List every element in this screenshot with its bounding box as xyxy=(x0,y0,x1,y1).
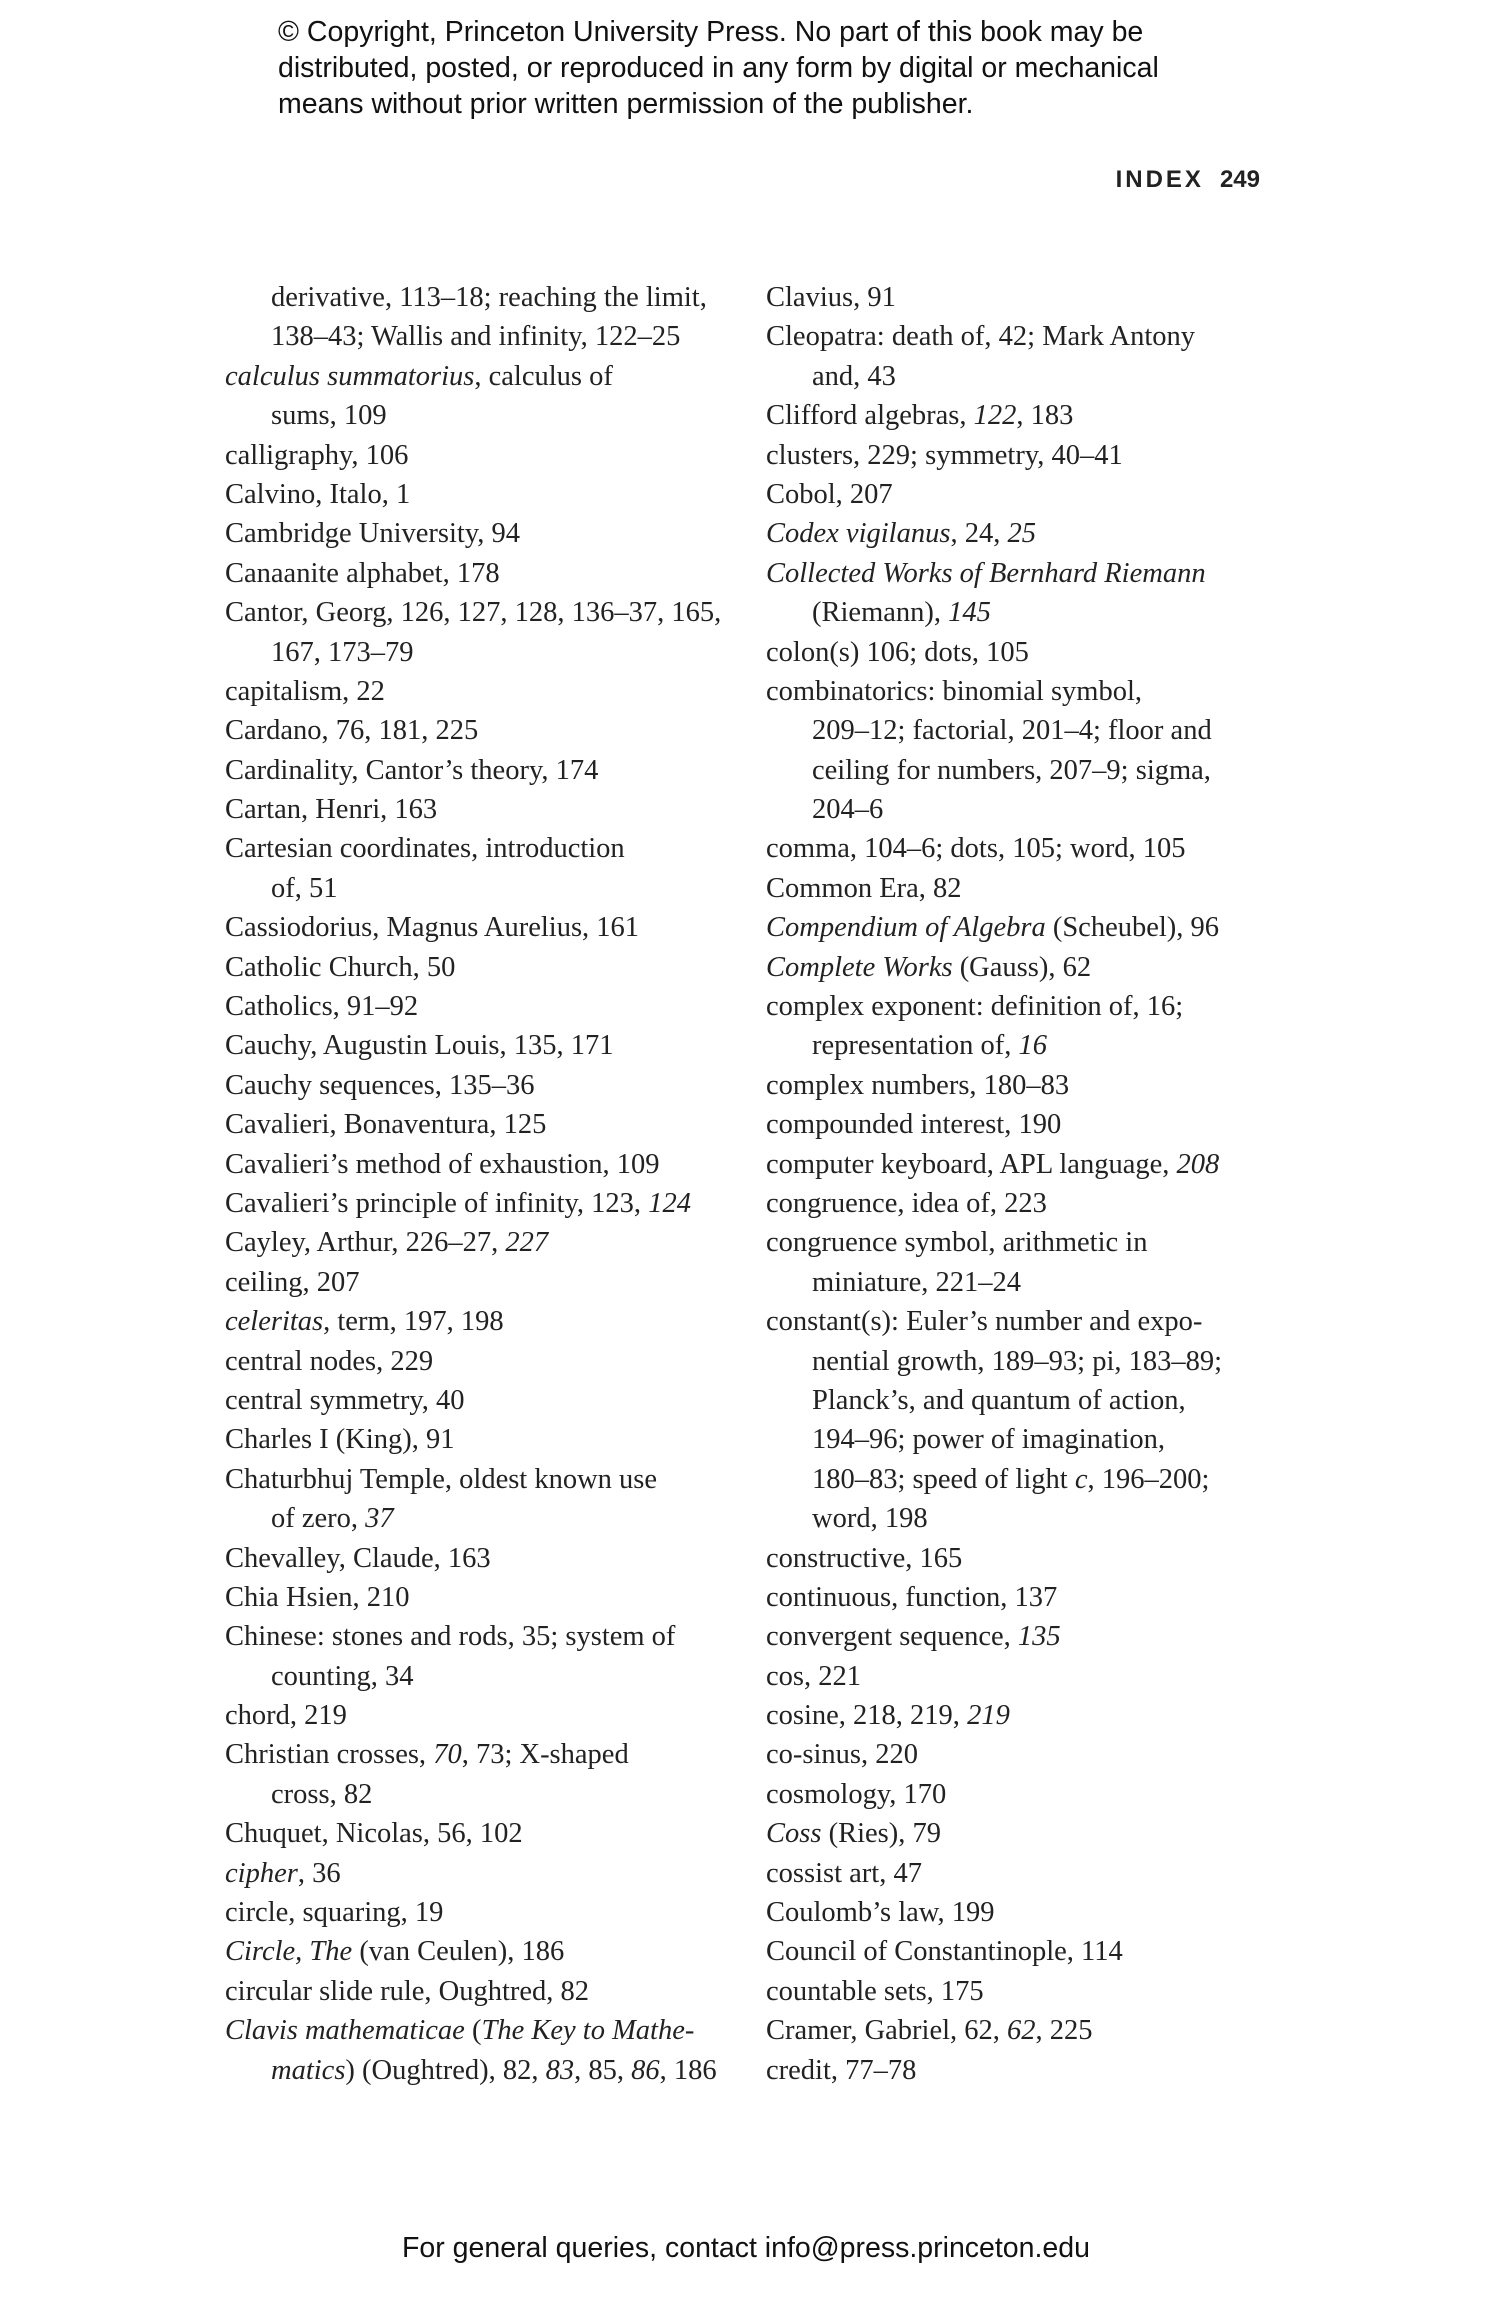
entry-text: Cobol, 207 xyxy=(766,478,893,510)
italic-text: 219 xyxy=(967,1700,1010,1732)
entry-text: word, 198 xyxy=(812,1503,928,1535)
index-entry-line xyxy=(225,1854,721,1893)
index-entry-line xyxy=(225,1145,721,1184)
index-entry-line xyxy=(766,2051,1222,2090)
index-entry-line xyxy=(766,1854,1222,1893)
entry-text: , 183 xyxy=(1016,400,1074,432)
index-entry xyxy=(225,1105,721,1144)
index-entry-line xyxy=(766,1184,1222,1223)
index-entry-line xyxy=(225,1972,721,2011)
index-entry-continuation xyxy=(225,1657,721,1696)
entry-text: 167, 173–79 xyxy=(271,636,414,668)
index-entry xyxy=(766,869,1222,908)
entry-text: Cassiodorius, Magnus Aurelius, 161 xyxy=(225,912,640,944)
italic-text: 145 xyxy=(948,597,991,629)
entry-text: ceiling for numbers, 207–9; sigma, xyxy=(812,754,1211,786)
entry-text: central nodes, 229 xyxy=(225,1345,434,1377)
italic-text: matics xyxy=(271,2054,346,2086)
index-entry xyxy=(766,1223,1222,1302)
entry-text: capitalism, 22 xyxy=(225,675,385,707)
index-entry-line xyxy=(766,1775,1222,1814)
index-entry xyxy=(766,2051,1222,2090)
entry-text: Council of Constantinople, 114 xyxy=(766,1936,1123,1968)
index-entry xyxy=(766,1184,1222,1223)
index-entry-line xyxy=(766,1657,1222,1696)
entry-text: Clifford algebras, xyxy=(766,400,974,432)
entry-text: (Ries), 79 xyxy=(821,1818,941,1850)
index-entry xyxy=(225,278,721,357)
entry-text: Cardinality, Cantor’s theory, 174 xyxy=(225,754,599,786)
index-entry-line xyxy=(766,396,1222,435)
running-head xyxy=(1116,166,1260,194)
index-entry-line xyxy=(225,1696,721,1735)
entry-text: chord, 219 xyxy=(225,1700,347,1732)
entry-text: Cavalieri, Bonaventura, 125 xyxy=(225,1109,547,1141)
entry-text: Cambridge University, 94 xyxy=(225,518,520,550)
entry-text: credit, 77–78 xyxy=(766,2054,917,2086)
entry-text: Cavalieri’s method of exhaustion, 109 xyxy=(225,1148,660,1180)
index-entry-line xyxy=(225,672,721,711)
italic-text: 25 xyxy=(1007,518,1036,550)
entry-text: ) (Oughtred), 82, xyxy=(345,2054,546,2086)
index-entry-line xyxy=(225,357,721,396)
index-entry-line xyxy=(766,987,1222,1026)
index-entry-continuation xyxy=(766,790,1222,829)
index-entry xyxy=(225,1223,721,1262)
index-entry-continuation xyxy=(766,1460,1222,1499)
index-entry-continuation xyxy=(766,1381,1222,1420)
index-entry-continuation xyxy=(766,593,1222,632)
footer xyxy=(0,2232,1500,2265)
index-entry xyxy=(225,1460,721,1539)
entry-text: 180–83; speed of light xyxy=(812,1463,1075,1495)
entry-text: Cauchy sequences, 135–36 xyxy=(225,1069,535,1101)
entry-text: , 73; X-shaped xyxy=(461,1739,629,1771)
index-entry xyxy=(225,1539,721,1578)
index-entry xyxy=(225,2011,721,2090)
italic-text: 83 xyxy=(545,2054,575,2086)
index-entry-line xyxy=(225,1578,721,1617)
entry-text: constructive, 165 xyxy=(766,1542,963,1574)
index-entry-line xyxy=(225,1735,721,1774)
index-entry xyxy=(766,1302,1222,1538)
index-entry-line xyxy=(225,829,721,868)
index-entry xyxy=(766,948,1222,987)
entry-text: Chuquet, Nicolas, 56, 102 xyxy=(225,1818,523,1850)
index-entry-continuation xyxy=(225,869,721,908)
entry-text: Cantor, Georg, 126, 127, 128, 136–37, 165, xyxy=(225,597,722,629)
index-entry-line xyxy=(225,1932,721,1971)
index-entry-line xyxy=(766,1893,1222,1932)
italic-text: 135 xyxy=(1017,1621,1061,1653)
index-entry-line xyxy=(225,987,721,1026)
index-entry-line xyxy=(766,1932,1222,1971)
index-entry-line xyxy=(766,1105,1222,1144)
index-entry xyxy=(225,711,721,750)
copyright-line: distributed, posted, or reproduced in any form by digital or mechanical xyxy=(278,52,1159,84)
italic-text: 124 xyxy=(648,1187,691,1219)
index-entry-continuation xyxy=(766,1026,1222,1065)
index-entry-line xyxy=(225,1460,721,1499)
index-entry xyxy=(766,672,1222,830)
entry-text: Cleopatra: death of, 42; Mark Antony xyxy=(766,321,1195,353)
entry-text: Chevalley, Claude, 163 xyxy=(225,1542,491,1574)
index-entry xyxy=(766,514,1222,553)
italic-text: 62 xyxy=(1007,2015,1036,2047)
italic-text: 37 xyxy=(365,1503,394,1535)
index-entry xyxy=(766,1932,1222,1971)
entry-text: computer keyboard, APL language, xyxy=(766,1148,1177,1180)
entry-text: (Scheubel), 96 xyxy=(1045,912,1220,944)
index-entry xyxy=(766,1145,1222,1184)
index-entry-line xyxy=(225,1066,721,1105)
index-entry-line xyxy=(766,1814,1222,1853)
entry-text: Catholics, 91–92 xyxy=(225,991,419,1023)
index-entry-line xyxy=(225,1026,721,1065)
index-entry xyxy=(225,1263,721,1302)
index-entry-continuation xyxy=(766,751,1222,790)
index-entry xyxy=(225,1066,721,1105)
entry-text: Cartan, Henri, 163 xyxy=(225,794,438,826)
entry-text: 204–6 xyxy=(812,794,884,826)
copyright-notice xyxy=(278,14,1159,122)
index-entry-line xyxy=(225,514,721,553)
entry-text: convergent sequence, xyxy=(766,1621,1018,1653)
italic-text: 227 xyxy=(505,1227,549,1259)
index-entry xyxy=(766,475,1222,514)
entry-text: (van Ceulen), 186 xyxy=(352,1936,565,1968)
entry-text: circle, squaring, 19 xyxy=(225,1897,444,1929)
index-entry-line xyxy=(766,514,1222,553)
entry-text: Chinese: stones and rods, 35; system of xyxy=(225,1621,676,1653)
index-entry-line xyxy=(766,672,1222,711)
index-entry xyxy=(225,554,721,593)
index-entry-line xyxy=(225,1893,721,1932)
index-entry-line xyxy=(766,908,1222,947)
index-entry-line xyxy=(225,1302,721,1341)
index-entry xyxy=(766,278,1222,317)
entry-text: (Gauss), 62 xyxy=(952,951,1092,983)
index-entry xyxy=(766,1657,1222,1696)
index-entry-line xyxy=(225,1105,721,1144)
index-entry-line xyxy=(766,2011,1222,2050)
footer-contact: For general queries, contact info@press.princeton.edu xyxy=(402,2232,1090,2264)
entry-text: Cayley, Arthur, 226–27, xyxy=(225,1227,506,1259)
entry-text: cos, 221 xyxy=(766,1660,861,1692)
italic-text: Coss xyxy=(766,1818,822,1850)
index-entry-continuation xyxy=(225,1499,721,1538)
entry-text: ceiling, 207 xyxy=(225,1266,360,1298)
entry-text: , 196–200; xyxy=(1087,1463,1210,1495)
index-column-right xyxy=(766,278,1222,2090)
index-entry xyxy=(225,1932,721,1971)
index-entry-line xyxy=(766,1696,1222,1735)
index-entry xyxy=(766,1539,1222,1578)
index-entry-line xyxy=(225,1814,721,1853)
index-entry-line xyxy=(225,751,721,790)
entry-text: co-sinus, 220 xyxy=(766,1739,918,1771)
index-entry-line xyxy=(766,1066,1222,1105)
index-entry-line xyxy=(225,908,721,947)
index-entry xyxy=(225,1302,721,1341)
index-entry xyxy=(225,672,721,711)
entry-text: continuous, function, 137 xyxy=(766,1581,1058,1613)
index-entry-line xyxy=(225,1420,721,1459)
index-entry xyxy=(225,790,721,829)
entry-text: Coulomb’s law, 199 xyxy=(766,1897,995,1929)
index-entry-line xyxy=(225,1263,721,1302)
entry-text: Cavalieri’s principle of infinity, 123, xyxy=(225,1187,649,1219)
index-entry xyxy=(225,751,721,790)
italic-text: 208 xyxy=(1176,1148,1220,1180)
index-column-left xyxy=(225,278,721,2090)
entry-text: Cramer, Gabriel, 62, xyxy=(766,2015,1008,2047)
italic-text: Compendium of Algebra xyxy=(766,912,1046,944)
index-entry xyxy=(766,829,1222,868)
entry-text: combinatorics: binomial symbol, xyxy=(766,675,1142,707)
index-entry-line xyxy=(766,948,1222,987)
entry-text: 194–96; power of imagination, xyxy=(812,1424,1166,1456)
index-entry xyxy=(225,1342,721,1381)
index-entry-line xyxy=(766,829,1222,868)
index-entry xyxy=(766,1972,1222,2011)
index-entry-line xyxy=(766,1578,1222,1617)
entry-text: constant(s): Euler’s number and expo- xyxy=(766,1306,1203,1338)
italic-text: Collected Works of Bernhard Riemann xyxy=(766,557,1206,589)
entry-text: , term, 197, 198 xyxy=(323,1306,504,1338)
index-entry-line xyxy=(766,1972,1222,2011)
index-entry xyxy=(225,1696,721,1735)
index-entry xyxy=(225,1735,721,1814)
italic-text: celeritas xyxy=(225,1306,324,1338)
index-entry-continuation xyxy=(225,1775,721,1814)
entry-text: miniature, 221–24 xyxy=(812,1266,1021,1298)
index-entry xyxy=(225,593,721,672)
entry-text: clusters, 229; symmetry, 40–41 xyxy=(766,439,1123,471)
entry-text: complex numbers, 180–83 xyxy=(766,1069,1070,1101)
entry-text: comma, 104–6; dots, 105; word, 105 xyxy=(766,833,1186,865)
index-entry-continuation xyxy=(766,711,1222,750)
entry-text: cross, 82 xyxy=(271,1778,373,1810)
index-entry xyxy=(225,1420,721,1459)
entry-text: 138–43; Wallis and infinity, 122–25 xyxy=(271,321,681,353)
entry-text: countable sets, 175 xyxy=(766,1975,984,2007)
index-entry-continuation xyxy=(225,317,721,356)
index-entry xyxy=(766,1814,1222,1853)
entry-text: (Riemann), xyxy=(812,597,949,629)
index-entry-line xyxy=(225,1539,721,1578)
entry-text: congruence symbol, arithmetic in xyxy=(766,1227,1148,1259)
index-entry xyxy=(766,633,1222,672)
entry-text: Chia Hsien, 210 xyxy=(225,1581,410,1613)
index-entry xyxy=(766,2011,1222,2050)
index-entry-line xyxy=(225,1184,721,1223)
index-entry-continuation xyxy=(225,633,721,672)
entry-text: representation of, xyxy=(812,1030,1019,1062)
index-entry-line xyxy=(225,475,721,514)
italic-text: calculus summatorius xyxy=(225,360,475,392)
entry-text: and, 43 xyxy=(812,360,896,392)
index-entry xyxy=(225,1893,721,1932)
entry-text: ( xyxy=(464,2015,482,2047)
entry-text: , 36 xyxy=(297,1857,341,1889)
entry-text: congruence, idea of, 223 xyxy=(766,1187,1047,1219)
index-entry xyxy=(766,1735,1222,1774)
index-entry-line xyxy=(225,2011,721,2050)
index-entry-line xyxy=(225,790,721,829)
index-entry-line xyxy=(225,1223,721,1262)
index-entry xyxy=(225,1184,721,1223)
index-entry xyxy=(766,1617,1222,1656)
index-entry xyxy=(766,1854,1222,1893)
entry-text: colon(s) 106; dots, 105 xyxy=(766,636,1029,668)
index-entry xyxy=(225,829,721,908)
entry-text: Christian crosses, xyxy=(225,1739,434,1771)
entry-text: Cauchy, Augustin Louis, 135, 171 xyxy=(225,1030,614,1062)
entry-text: , 24, xyxy=(950,518,1008,550)
index-entry-line xyxy=(766,1223,1222,1262)
entry-text: Canaanite alphabet, 178 xyxy=(225,557,500,589)
entry-text: compounded interest, 190 xyxy=(766,1109,1062,1141)
entry-text: calligraphy, 106 xyxy=(225,439,409,471)
italic-text: 70 xyxy=(433,1739,462,1771)
index-entry xyxy=(766,436,1222,475)
index-entry xyxy=(225,1381,721,1420)
index-entry xyxy=(225,357,721,436)
index-entry-continuation xyxy=(225,396,721,435)
index-entry-line xyxy=(225,948,721,987)
entry-text: of, 51 xyxy=(271,872,338,904)
index-entry-line xyxy=(225,1342,721,1381)
italic-text: Codex vigilanus xyxy=(766,518,951,550)
index-entry-line xyxy=(766,1302,1222,1341)
entry-text: Clavius, 91 xyxy=(766,282,896,313)
italic-text: c xyxy=(1074,1463,1088,1495)
index-entry xyxy=(766,987,1222,1066)
index-entry-continuation xyxy=(225,2051,721,2090)
italic-text: Clavis mathematicae xyxy=(225,2015,465,2047)
entry-text: central symmetry, 40 xyxy=(225,1384,465,1416)
italic-text: Complete Works xyxy=(766,951,953,983)
entry-text: circular slide rule, Oughtred, 82 xyxy=(225,1975,590,2007)
index-entry xyxy=(225,948,721,987)
entry-text: Cardano, 76, 181, 225 xyxy=(225,715,479,747)
index-entry xyxy=(766,1696,1222,1735)
entry-text: Calvino, Italo, 1 xyxy=(225,478,411,510)
entry-text: nential growth, 189–93; pi, 183–89; xyxy=(812,1345,1223,1377)
index-entry-continuation xyxy=(766,1499,1222,1538)
index-entry-line xyxy=(225,554,721,593)
index-entry xyxy=(766,554,1222,633)
italic-text: The Key to Mathe- xyxy=(481,2015,695,2047)
copyright-line: means without prior written permission of the publisher. xyxy=(278,88,974,120)
italic-text: 86 xyxy=(631,2054,660,2086)
index-entry xyxy=(225,1578,721,1617)
index-entry-line xyxy=(766,554,1222,593)
entry-text: , calculus of xyxy=(474,360,613,392)
index-entry xyxy=(225,1617,721,1696)
index-entry xyxy=(766,1105,1222,1144)
entry-text: sums, 109 xyxy=(271,400,387,432)
index-entry xyxy=(766,908,1222,947)
entry-text: Charles I (King), 91 xyxy=(225,1424,455,1456)
index-entry xyxy=(766,1066,1222,1105)
index-entry xyxy=(766,317,1222,396)
entry-text: Planck’s, and quantum of action, xyxy=(812,1384,1186,1416)
entry-text: , 85, xyxy=(574,2054,632,2086)
index-entry xyxy=(766,1893,1222,1932)
index-entry-line xyxy=(766,317,1222,356)
entry-text: complex exponent: definition of, 16; xyxy=(766,991,1184,1023)
index-entry-continuation xyxy=(766,357,1222,396)
index-entry-line xyxy=(766,1735,1222,1774)
index-entry-line xyxy=(766,869,1222,908)
entry-text: Chaturbhuj Temple, oldest known use xyxy=(225,1463,658,1495)
index-entry xyxy=(225,1972,721,2011)
index-entry xyxy=(225,475,721,514)
entry-text: cossist art, 47 xyxy=(766,1857,922,1889)
index-entry xyxy=(766,396,1222,435)
index-entry-continuation xyxy=(766,1342,1222,1381)
index-entry xyxy=(766,1775,1222,1814)
entry-text: 209–12; factorial, 201–4; floor and xyxy=(812,715,1212,747)
index-entry xyxy=(225,1854,721,1893)
entry-text: Cartesian coordinates, introduction xyxy=(225,833,625,865)
entry-text: cosine, 218, 219, xyxy=(766,1700,968,1732)
italic-text: 16 xyxy=(1018,1030,1048,1062)
index-entry-line xyxy=(766,475,1222,514)
index-entry xyxy=(225,987,721,1026)
index-entry-line xyxy=(225,1617,721,1656)
index-entry-line xyxy=(766,436,1222,475)
entry-text: of zero, xyxy=(271,1503,366,1535)
entry-text: counting, 34 xyxy=(271,1660,414,1692)
entry-text: derivative, 113–18; reaching the limit, xyxy=(271,282,707,313)
index-entry-continuation xyxy=(225,278,721,317)
italic-text: 122 xyxy=(973,400,1017,432)
copyright-line: © Copyright, Princeton University Press. No part of this book may be xyxy=(278,16,1144,48)
index-entry xyxy=(225,514,721,553)
entry-text: Catholic Church, 50 xyxy=(225,951,456,983)
index-entry xyxy=(225,436,721,475)
index-entry-line xyxy=(766,1539,1222,1578)
index-entry-line xyxy=(766,633,1222,672)
index-entry-line xyxy=(766,1145,1222,1184)
index-entry-line xyxy=(225,1381,721,1420)
index-entry-line xyxy=(225,711,721,750)
index-entry xyxy=(225,1814,721,1853)
entry-text: Common Era, 82 xyxy=(766,872,962,904)
index-entry-line xyxy=(225,436,721,475)
entry-text: , 225 xyxy=(1035,2015,1093,2047)
index-entry-line xyxy=(766,278,1222,317)
index-entry xyxy=(225,908,721,947)
italic-text: Circle, The xyxy=(225,1936,353,1968)
index-entry-line xyxy=(766,1617,1222,1656)
page-number: 249 xyxy=(1219,166,1260,193)
index-entry xyxy=(766,1578,1222,1617)
index-entry-continuation xyxy=(766,1263,1222,1302)
italic-text: cipher xyxy=(225,1857,298,1889)
running-head-label: INDEX xyxy=(1115,166,1204,193)
entry-text: , 186 xyxy=(659,2054,717,2086)
entry-text: cosmology, 170 xyxy=(766,1778,947,1810)
index-entry xyxy=(225,1145,721,1184)
index-entry-continuation xyxy=(766,1420,1222,1459)
index-entry-line xyxy=(225,593,721,632)
index-entry xyxy=(225,1026,721,1065)
